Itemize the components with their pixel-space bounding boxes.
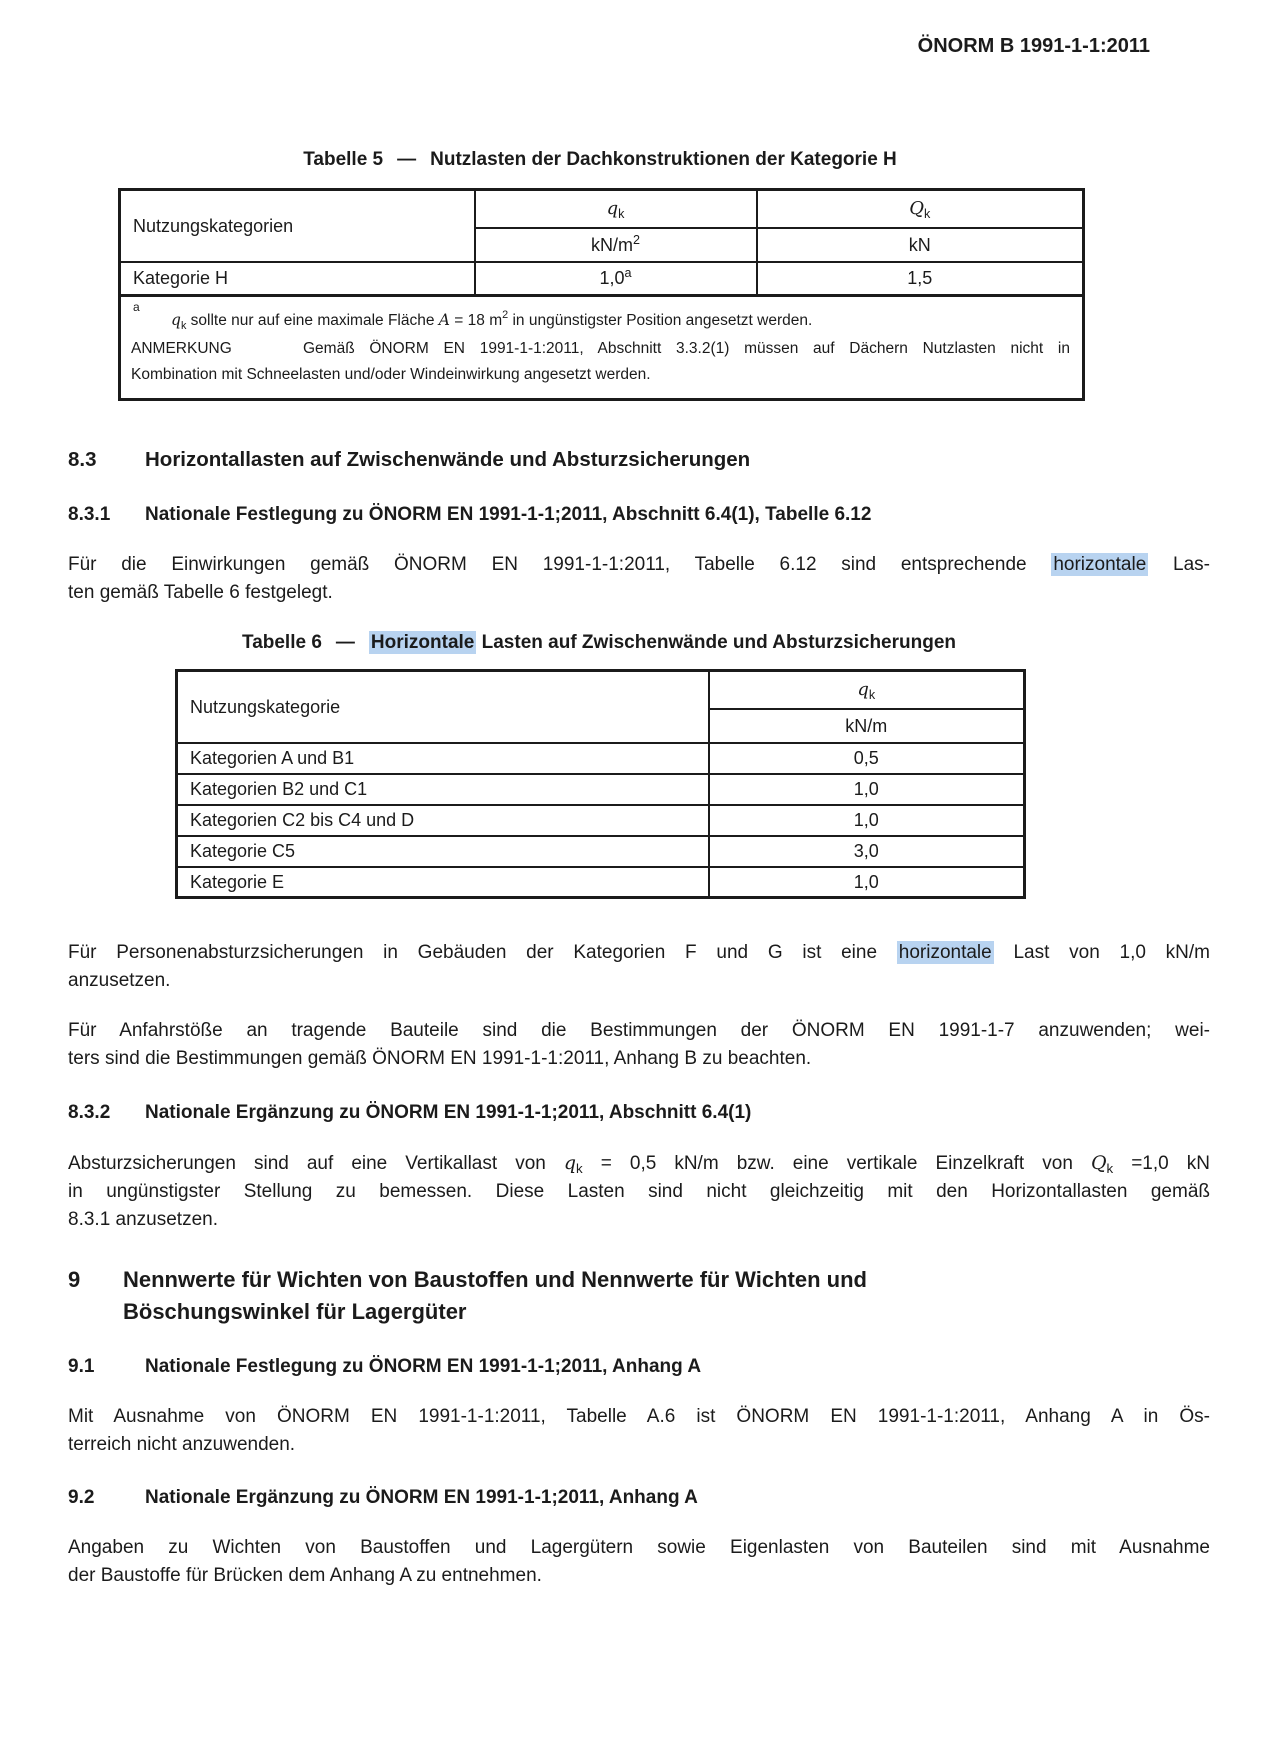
table6-cell-category: Kategorien A und B1 xyxy=(177,743,709,774)
qk-subscript: k xyxy=(618,207,625,222)
text-line: anzusetzen. xyxy=(68,970,171,991)
table6-cell-value: 1,0 xyxy=(709,774,1025,805)
qk-symbol: q xyxy=(171,311,181,329)
section-title: Nationale Festlegung zu ÖNORM EN 1991-1-1;2011, Anhang A xyxy=(145,1356,702,1377)
search-highlight: Horizontale xyxy=(370,632,475,653)
table6-cell-value: 0,5 xyxy=(709,743,1025,774)
text-line: 8.3.1 anzusetzen. xyxy=(68,1209,218,1230)
table5-cell-category: Kategorie H xyxy=(120,262,475,296)
section-number: 9.1 xyxy=(68,1356,95,1377)
table5-footnote: a $q_k$ sollte nur auf eine maximale Fläche A = 18 $m^2$ in ungünstigster Position angesetzt werden. xyxy=(133,300,813,332)
table6-caption xyxy=(175,631,1023,655)
table6-cell-category: Kategorie E xyxy=(177,867,709,898)
heading-line: Nennwerte für Wichten von Baustoffen und Nennwerte für Wichten und xyxy=(123,1267,867,1292)
paragraph-anfahrstoesse xyxy=(68,1017,1210,1073)
qk-symbol: q xyxy=(857,679,869,701)
body-text: =1,0 kN xyxy=(1113,1153,1210,1174)
table6-caption-label: Tabelle 6 xyxy=(242,632,322,653)
body-text: = 0,5 kN/m bzw. eine vertikale Einzelkraft von xyxy=(582,1153,1091,1174)
table5-caption-title: Nutzlasten der Dachkonstruktionen der Kategorie H xyxy=(430,149,897,170)
search-highlight: horizontale xyxy=(1053,554,1147,575)
table5-col-header-Qk xyxy=(757,190,1084,228)
qk-symbol: q xyxy=(606,198,619,220)
text-line: Angaben zu Wichten von Baustoffen und Lagergütern sowie Eigenlasten von Bauteilen sind mit Ausnahme xyxy=(68,1537,1210,1558)
em-dash: — xyxy=(397,149,417,170)
section-number: 8.3.2 xyxy=(68,1102,111,1123)
section-8-3-1-heading xyxy=(68,503,1210,527)
table5-cell-Qk-value: 1,5 xyxy=(757,262,1084,296)
table6-cell-category: Kategorien B2 und C1 xyxy=(177,774,709,805)
Qk-subscript: k xyxy=(1106,1161,1114,1176)
paragraph-personenabsturz xyxy=(68,939,1210,995)
table6-col-header-category: Nutzungskategorie xyxy=(177,671,709,743)
table5-unit-Qk: kN xyxy=(757,228,1084,262)
section-title: Horizontallasten auf Zwischenwände und Absturzsicherungen xyxy=(145,448,751,471)
text-line xyxy=(68,551,1210,579)
area-variable: A xyxy=(438,311,450,329)
Qk-subscript: k xyxy=(923,207,931,222)
table-row xyxy=(177,836,1025,867)
text-line: Mit Ausnahme von ÖNORM EN 1991-1-1:2011, Tabelle A.6 ist ÖNORM EN 1991-1-1:2011, Anhang A in Ös- xyxy=(68,1406,1210,1427)
anmerkung-line: Kombination mit Schneelasten und/oder Windeinwirkung angesetzt werden. xyxy=(131,366,651,383)
table5-footnote-cell xyxy=(120,296,1084,400)
table5-cell-qk-value xyxy=(475,262,757,296)
heading-line: Böschungswinkel für Lagergüter xyxy=(123,1299,467,1324)
text-line: in ungünstigster Stellung zu bemessen. Diese Lasten sind nicht gleichzeitig mit den Horizontallasten gemäß xyxy=(68,1181,1210,1202)
table5-nutzlasten-dach xyxy=(118,188,1085,401)
section-number: 9.2 xyxy=(68,1487,95,1508)
table5-anmerkung xyxy=(131,336,1070,388)
body-text: Las- xyxy=(1148,554,1210,575)
table6-cell-value: 3,0 xyxy=(709,836,1025,867)
table-row xyxy=(177,743,1025,774)
search-highlight: horizontale xyxy=(898,942,992,963)
section-title xyxy=(123,1264,867,1328)
section-number: 9 xyxy=(68,1267,81,1292)
text-line: Für Anfahrstöße an tragende Bauteile sind die Bestimmungen der ÖNORM EN 1991-1-7 anzuwenden; wei- xyxy=(68,1020,1210,1041)
table5-footnote-row xyxy=(120,296,1084,400)
em-dash: — xyxy=(335,632,355,653)
text-line xyxy=(68,939,1210,967)
body-text: Für die Einwirkungen gemäß ÖNORM EN 1991-1-1:2011, Tabelle 6.12 sind entsprechende xyxy=(68,554,1052,575)
footnote-marker: a xyxy=(624,266,632,281)
text-line: der Baustoffe für Brücken dem Anhang A zu entnehmen. xyxy=(68,1565,542,1586)
body-text: Absturzsicherungen sind auf eine Vertikallast von xyxy=(68,1153,564,1174)
qk-symbol: q xyxy=(563,1152,577,1174)
paragraph-9-1 xyxy=(68,1403,1210,1459)
paragraph-8-3-1 xyxy=(68,551,1210,607)
table5-col-header-category: Nutzungskategorien xyxy=(120,190,475,262)
footnote-text: sollte nur auf eine maximale Fläche xyxy=(186,312,439,329)
footnote-text: = 18 m xyxy=(450,312,503,329)
section-8-3-2-heading xyxy=(68,1101,1210,1125)
unit-text: kN/m xyxy=(590,234,633,255)
footnote-text: in ungünstigster Position angesetzt werden. xyxy=(508,312,813,329)
section-9-1-heading xyxy=(68,1355,1210,1379)
paragraph-8-3-2 xyxy=(68,1149,1210,1234)
body-text: Für Personenabsturzsicherungen in Gebäuden der Kategorien F und G ist eine xyxy=(68,942,897,963)
doc-reference: ÖNORM B 1991-1-1:2011 xyxy=(917,35,1150,57)
section-8-3-heading xyxy=(68,447,1210,473)
anmerkung-line xyxy=(131,336,1070,362)
squared-superscript: 2 xyxy=(502,309,509,321)
text-line: terreich nicht anzuwenden. xyxy=(68,1434,296,1455)
table-row xyxy=(177,774,1025,805)
page-header xyxy=(68,34,1210,58)
text-line xyxy=(68,1149,1210,1178)
section-9-heading xyxy=(68,1264,1210,1328)
qk-subscript: k xyxy=(576,1161,583,1176)
table5-unit-qk xyxy=(475,228,757,262)
section-title: Nationale Festlegung zu ÖNORM EN 1991-1-1;2011, Abschnitt 6.4(1), Tabelle 6.12 xyxy=(145,504,872,525)
table6-unit-qk: kN/m xyxy=(709,709,1025,743)
table6-horizontale-lasten xyxy=(175,669,1026,899)
section-9-2-heading xyxy=(68,1486,1210,1510)
Qk-symbol: Q xyxy=(909,198,924,220)
qk-subscript: k xyxy=(868,688,876,703)
section-number: 8.3 xyxy=(68,448,97,471)
text-line: ten gemäß Tabelle 6 festgelegt. xyxy=(68,582,333,603)
section-title: Nationale Ergänzung zu ÖNORM EN 1991-1-1;2011, Abschnitt 6.4(1) xyxy=(145,1102,752,1123)
text-line: ters sind die Bestimmungen gemäß ÖNORM EN 1991-1-1:2011, Anhang B zu beachten. xyxy=(68,1048,812,1069)
table6-caption-title: Lasten auf Zwischenwände und Absturzsicherungen xyxy=(476,632,956,653)
table6-cell-category: Kategorie C5 xyxy=(177,836,709,867)
table6-cell-value: 1,0 xyxy=(709,867,1025,898)
Qk-symbol: Q xyxy=(1090,1152,1107,1174)
table-row xyxy=(120,262,1084,296)
table5-caption-label: Tabelle 5 xyxy=(303,149,384,170)
table5-col-header-qk xyxy=(475,190,757,228)
qk-subscript: k xyxy=(180,320,187,332)
table-row xyxy=(177,805,1025,836)
table6-cell-category: Kategorien C2 bis C4 und D xyxy=(177,805,709,836)
paragraph-9-2 xyxy=(68,1534,1210,1590)
table6-col-header-qk xyxy=(709,671,1025,709)
table5-header-row-symbols xyxy=(120,190,1084,228)
table-row xyxy=(177,867,1025,898)
body-text: Last von 1,0 kN/m xyxy=(993,942,1210,963)
section-title: Nationale Ergänzung zu ÖNORM EN 1991-1-1;2011, Anhang A xyxy=(145,1487,698,1508)
value-text: 1,0 xyxy=(599,268,625,289)
anmerkung-text: Gemäß ÖNORM EN 1991-1-1:2011, Abschnitt 3.3.2(1) müssen auf Dächern Nutzlasten nicht in xyxy=(303,340,1070,357)
anmerkung-label: ANMERKUNG xyxy=(131,340,232,357)
section-number: 8.3.1 xyxy=(68,504,111,525)
table5-caption xyxy=(118,148,1082,172)
table6-header-row-symbols xyxy=(177,671,1025,709)
table6-cell-value: 1,0 xyxy=(709,805,1025,836)
unit-superscript: 2 xyxy=(632,232,640,247)
